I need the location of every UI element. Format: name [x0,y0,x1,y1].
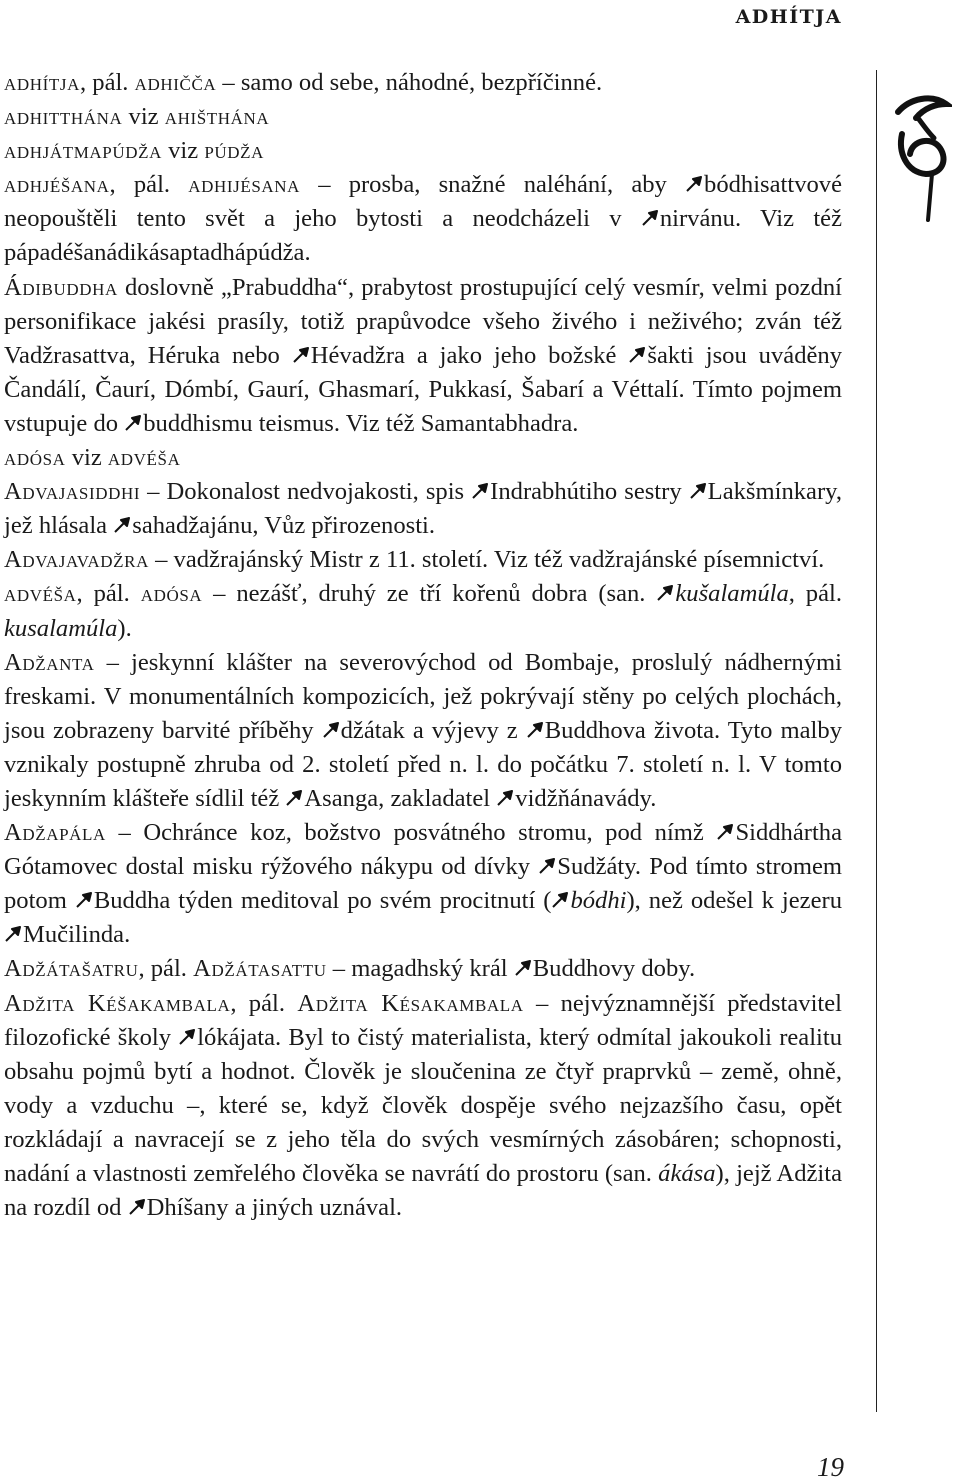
entry-text: – nejvýznamnější představitel filozofické školy [4,989,842,1051]
entry-text: Buddhovy doby. [532,955,696,983]
entry-text: , pál. [788,580,843,608]
cross-reference-arrow-icon [641,210,658,227]
cross-reference-term: adósa [140,580,203,608]
dictionary-entry [4,952,842,986]
cross-reference-arrow-icon [292,347,309,364]
entry-headword: Advajasiddhi [4,478,141,506]
entry-text: Buddhova života. Tyto malby vznikaly postupně zhruba od 2. století před n. l. do počátku 7. století n. l. V tomto jeskynním klášteře sídlil též [4,716,842,812]
entry-text: šakti jsou uváděny Čandálí, Čaurí, Dómbí, Gaurí, Ghasmarí, Pukkasí, Šabarí a Véttalí. Tímto pojmem vstupuje do [4,341,842,437]
cross-reference-arrow-icon [124,415,141,432]
entry-text: džátak a výjevy z [340,716,526,744]
entry-text: Lakšmínkary, jež hlásala [4,478,842,540]
dictionary-entry [4,66,842,100]
cross-reference-term: advéša [107,444,181,472]
dictionary-entry [4,816,842,952]
entry-headword: adósa [4,444,66,472]
italic-term: kusalamúla [4,614,118,642]
entry-headword: Adžapála [4,819,106,847]
entry-headword: adhitthána [4,103,123,131]
cross-reference-arrow-icon [75,892,92,909]
cross-reference-term: adhijésana [188,171,301,199]
entry-text: – Dokonalost nedvojakosti, spis [140,478,472,506]
cross-reference-arrow-icon [471,483,488,500]
cross-reference-arrow-icon [285,790,302,807]
entry-text: , pál. [109,171,189,199]
page-number: 19 [817,1452,844,1482]
entry-text: – nezášť, druhý ze tří kořenů dobra (san. [202,580,657,608]
entry-text: Siddhártha Gótamovec dostal misku rýžového nákypu od dívky [4,819,842,881]
entry-text: ), jejž Adžita na rozdíl od [4,1160,842,1222]
dictionary-entry [4,441,842,475]
cross-reference-term: púdža [204,137,264,165]
entry-text: sahadžajánu, Vůz přirozenosti. [132,512,436,540]
entry-text: Dhíšany a jiných uznával. [146,1194,403,1222]
cross-reference-term: adhiččа [134,69,217,96]
tibetan-letter-thumb-index [888,74,952,224]
entry-text: Mučilinda. [23,921,131,949]
entry-text: lókájata. Byl to čistý materialista, který odmítal jakoukoli realitu obsahu pojmů bytí a hodnot. Člověk je sloučenina ze čtyř praprvků – země, ohně, vody a vzduchu –, které se, když člověk dospěje svého nejzazšího času, opět rozkládají a navracejí se z jeho těla do svých vesmírných zásobáren; schopnosti, nadání a vlastnosti zemřelého člověka se navrátí do prostoru (san. [4,1023,843,1187]
cross-reference-arrow-icon [514,960,531,977]
entry-text: – Ochránce koz, božstvo posvátného stromu, pod nímž [105,819,717,847]
entry-text: Sudžáty. Pod tímto stromem potom [4,853,843,915]
dictionary-entry [4,987,842,1226]
dictionary-entry [4,134,842,168]
entry-headword: Adžátašatru [4,955,139,983]
cross-reference-arrow-icon [538,858,555,875]
entry-text: ). [117,614,132,642]
entry-text: Hévadžra a jako jeho božské [310,341,629,369]
entry-headword: adhjéšana [4,171,110,199]
entry-headword: adhítja [4,69,80,96]
dictionary-entry [4,475,842,543]
entry-text: Buddha týden meditoval po svém procitnutí ( [93,887,552,915]
entry-text: bódhisattvové neopouštěli tento svět a jeho bytosti a neodcházeli v [4,171,843,233]
entry-text: – samo od sebe, náhodné, bezpříčinné. [216,69,603,96]
italic-term: bódhi [570,887,627,915]
cross-reference-term: Adžita Késakambala [297,989,524,1017]
entry-headword: advéša [4,580,77,608]
entry-headword: adhjátmapúdža [4,137,162,165]
entry-text: , pál. [79,69,135,96]
cross-reference-arrow-icon [628,347,645,364]
entry-text: – magadhský král [326,955,514,983]
italic-term: ákása [658,1160,716,1187]
entry-text: viz [122,103,165,131]
dictionary-entry [4,100,842,134]
cross-reference-arrow-icon [656,585,673,602]
entry-text: , pál. [76,580,141,608]
entry-text: nirvánu. Viz též pápadéšanádikásaptadhápúdža. [4,205,842,267]
cross-reference-arrow-icon [526,722,543,739]
italic-term: kušalamúla [675,580,789,608]
cross-reference-arrow-icon [128,1199,145,1216]
cross-reference-arrow-icon [689,483,706,500]
cross-reference-arrow-icon [4,926,21,943]
entry-text: – jeskynní klášter na severovýchod od Bombaje, proslulý nádhernými freskami. V monumentálních kompozicích, jež pokrývají stěny po celých plochách, jsou zobrazeny barvité příběhy [4,648,842,744]
entry-text: ), než odešel k jezeru [626,887,842,915]
column-rule [876,70,877,1412]
entry-text: viz [161,137,205,165]
entry-text: doslovně „Prabuddha“, prabytost prostupující celý vesmír, velmi pozdní personifikace jakési prasíly, totiž prapůvodce všeho živého i neživého; zván též Vadžrasattva, Héruka nebo [4,273,842,369]
cross-reference-term: ahišthána [164,103,270,131]
entry-text: Asanga, zakladatel [304,784,497,812]
entry-text: – vadžrajánský Mistr z 11. století. Viz též vadžrajánské písemnictví. [148,546,825,574]
cross-reference-term: Adžátasattu [193,955,327,983]
dictionary-entry [4,543,842,577]
dictionary-column [4,66,842,1225]
dictionary-entry [4,646,842,816]
entry-headword: Advajavadžra [4,546,149,574]
entry-text: Indrabhútiho sestry [490,478,689,506]
cross-reference-arrow-icon [551,892,568,909]
dictionary-entry [4,577,842,645]
cross-reference-arrow-icon [113,517,130,534]
cross-reference-arrow-icon [322,722,339,739]
cross-reference-arrow-icon [496,790,513,807]
entry-headword: Ádibuddha [4,273,118,301]
dictionary-entry [4,271,842,441]
entry-text: viz [65,444,108,472]
entry-text: vidžňánavády. [515,784,657,812]
entry-headword: Adžita Kéšakambala [4,989,231,1017]
entry-text: , pál. [230,989,298,1017]
cross-reference-arrow-icon [685,176,702,193]
cross-reference-arrow-icon [716,824,733,841]
entry-headword: Adžanta [4,648,95,676]
entry-text: buddhismu teismus. Viz též Samantabhadra. [143,409,579,437]
cross-reference-arrow-icon [178,1029,195,1046]
entry-text: – prosba, snažné naléhání, aby [300,171,686,199]
running-head: ADHÍTJA [735,6,842,28]
dictionary-entry [4,168,842,270]
entry-text: , pál. [138,955,194,983]
